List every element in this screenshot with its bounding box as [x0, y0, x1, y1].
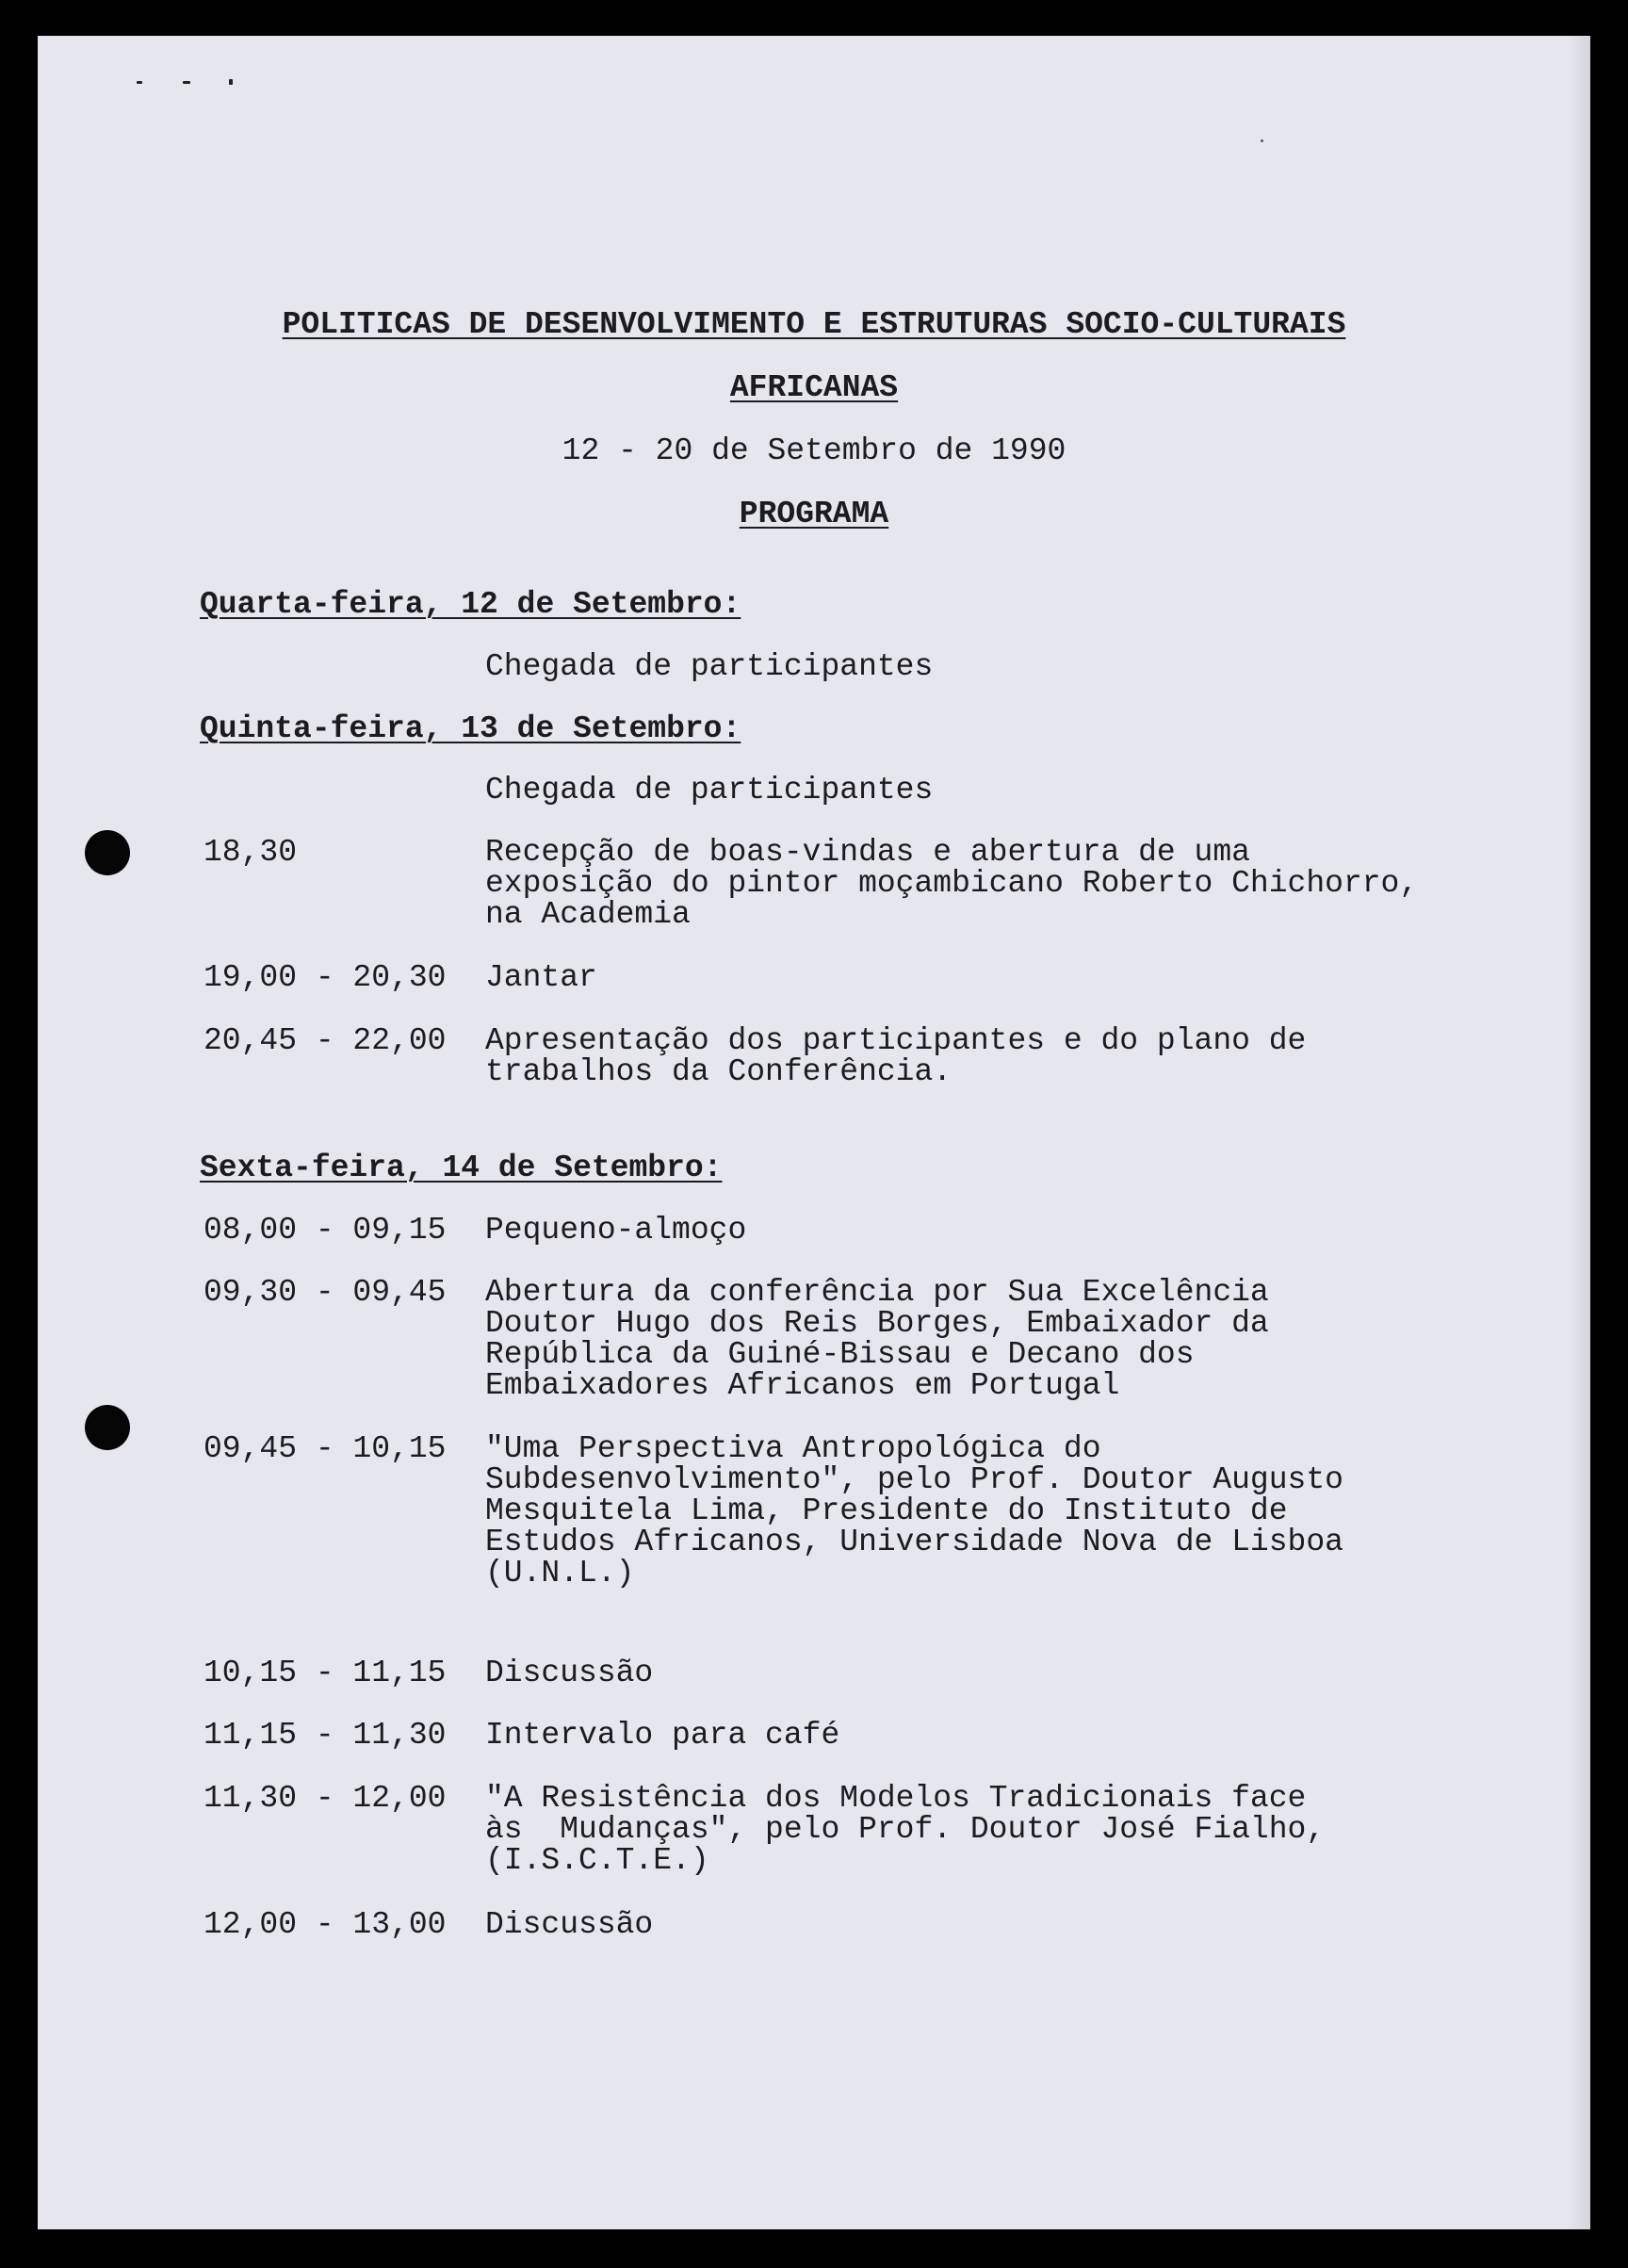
description-line: Intervalo para café [485, 1718, 840, 1753]
speck [1261, 139, 1263, 142]
description-line: República da Guiné-Bissau e Decano dos [485, 1337, 1195, 1372]
schedule-description [485, 1215, 1522, 1246]
description-line: Discussão [485, 1907, 654, 1942]
page-edge-shadow [1568, 36, 1590, 2229]
description-line: Mesquitela Lima, Presidente do Instituto de [485, 1493, 1288, 1528]
schedule-time: 09,30 - 09,45 [204, 1275, 447, 1310]
day-heading: Quinta-feira, 13 de Setembro: [200, 711, 741, 746]
description-line: Estudos Africanos, Universidade Nova de Lisboa [485, 1525, 1343, 1559]
description-line: Chegada de participantes [485, 649, 934, 684]
schedule-time: 18,30 [204, 835, 298, 870]
schedule-time: 20,45 - 22,00 [204, 1023, 447, 1058]
description-line: (I.S.C.T.E.) [485, 1843, 709, 1878]
description-line: (U.N.L.) [485, 1556, 635, 1591]
schedule-time: 12,00 - 13,00 [204, 1907, 447, 1942]
schedule-description [485, 651, 1522, 682]
document-title-line2: AFRICANAS [729, 370, 899, 405]
description-line: Abertura da conferência por Sua Excelência [485, 1275, 1269, 1310]
schedule-time: 11,15 - 11,30 [204, 1718, 447, 1753]
schedule-description [485, 1720, 1522, 1751]
schedule-time: 10,15 - 11,15 [204, 1656, 447, 1690]
description-line: exposição do pintor moçambicano Roberto Chichorro, [485, 866, 1419, 901]
schedule-description [485, 1277, 1522, 1401]
schedule-description [485, 1025, 1522, 1087]
schedule-description [485, 1657, 1522, 1689]
description-line: Doutor Hugo dos Reis Borges, Embaixador da [485, 1306, 1269, 1341]
document-page [38, 36, 1590, 2229]
description-line: trabalhos da Conferência. [485, 1054, 952, 1089]
schedule-time: 11,30 - 12,00 [204, 1781, 447, 1816]
programa-heading: PROGRAMA [739, 497, 889, 531]
description-line: Discussão [485, 1656, 654, 1690]
schedule-description [485, 962, 1522, 993]
day-heading: Sexta-feira, 14 de Setembro: [200, 1150, 723, 1185]
description-line: "A Resistência dos Modelos Tradicionais face [485, 1781, 1307, 1816]
document-title-line1: POLITICAS DE DESENVOLVIMENTO E ESTRUTURAS SOCIO-CULTURAIS [282, 307, 1346, 342]
schedule-time: 09,45 - 10,15 [204, 1431, 447, 1466]
corner-mark [183, 81, 190, 84]
schedule-description [485, 1783, 1522, 1876]
corner-mark [137, 81, 142, 84]
description-line: Embaixadores Africanos em Portugal [485, 1368, 1120, 1403]
schedule-description [485, 1909, 1522, 1940]
punch-hole-icon [85, 830, 130, 875]
description-line: Apresentação dos participantes e do plano de [485, 1023, 1307, 1058]
punch-hole-icon [85, 1405, 130, 1450]
schedule-description [485, 837, 1522, 930]
description-line: na Academia [485, 897, 691, 932]
description-line: Subdesenvolvimento", pelo Prof. Doutor Augusto [485, 1462, 1343, 1497]
document-dates: 12 - 20 de Setembro de 1990 [562, 433, 1066, 468]
schedule-description [485, 775, 1522, 806]
schedule-time: 08,00 - 09,15 [204, 1213, 447, 1248]
day-heading: Quarta-feira, 12 de Setembro: [200, 587, 741, 622]
description-line: "Uma Perspectiva Antropológica do [485, 1431, 1101, 1466]
description-line: Chegada de participantes [485, 773, 934, 808]
corner-mark [229, 79, 233, 85]
schedule-description [485, 1433, 1522, 1589]
description-line: Recepção de boas-vindas e abertura de uma [485, 835, 1250, 870]
schedule-time: 19,00 - 20,30 [204, 960, 447, 995]
description-line: Pequeno-almoço [485, 1213, 747, 1248]
description-line: às Mudanças", pelo Prof. Doutor José Fialho, [485, 1812, 1326, 1847]
description-line: Jantar [485, 960, 597, 995]
